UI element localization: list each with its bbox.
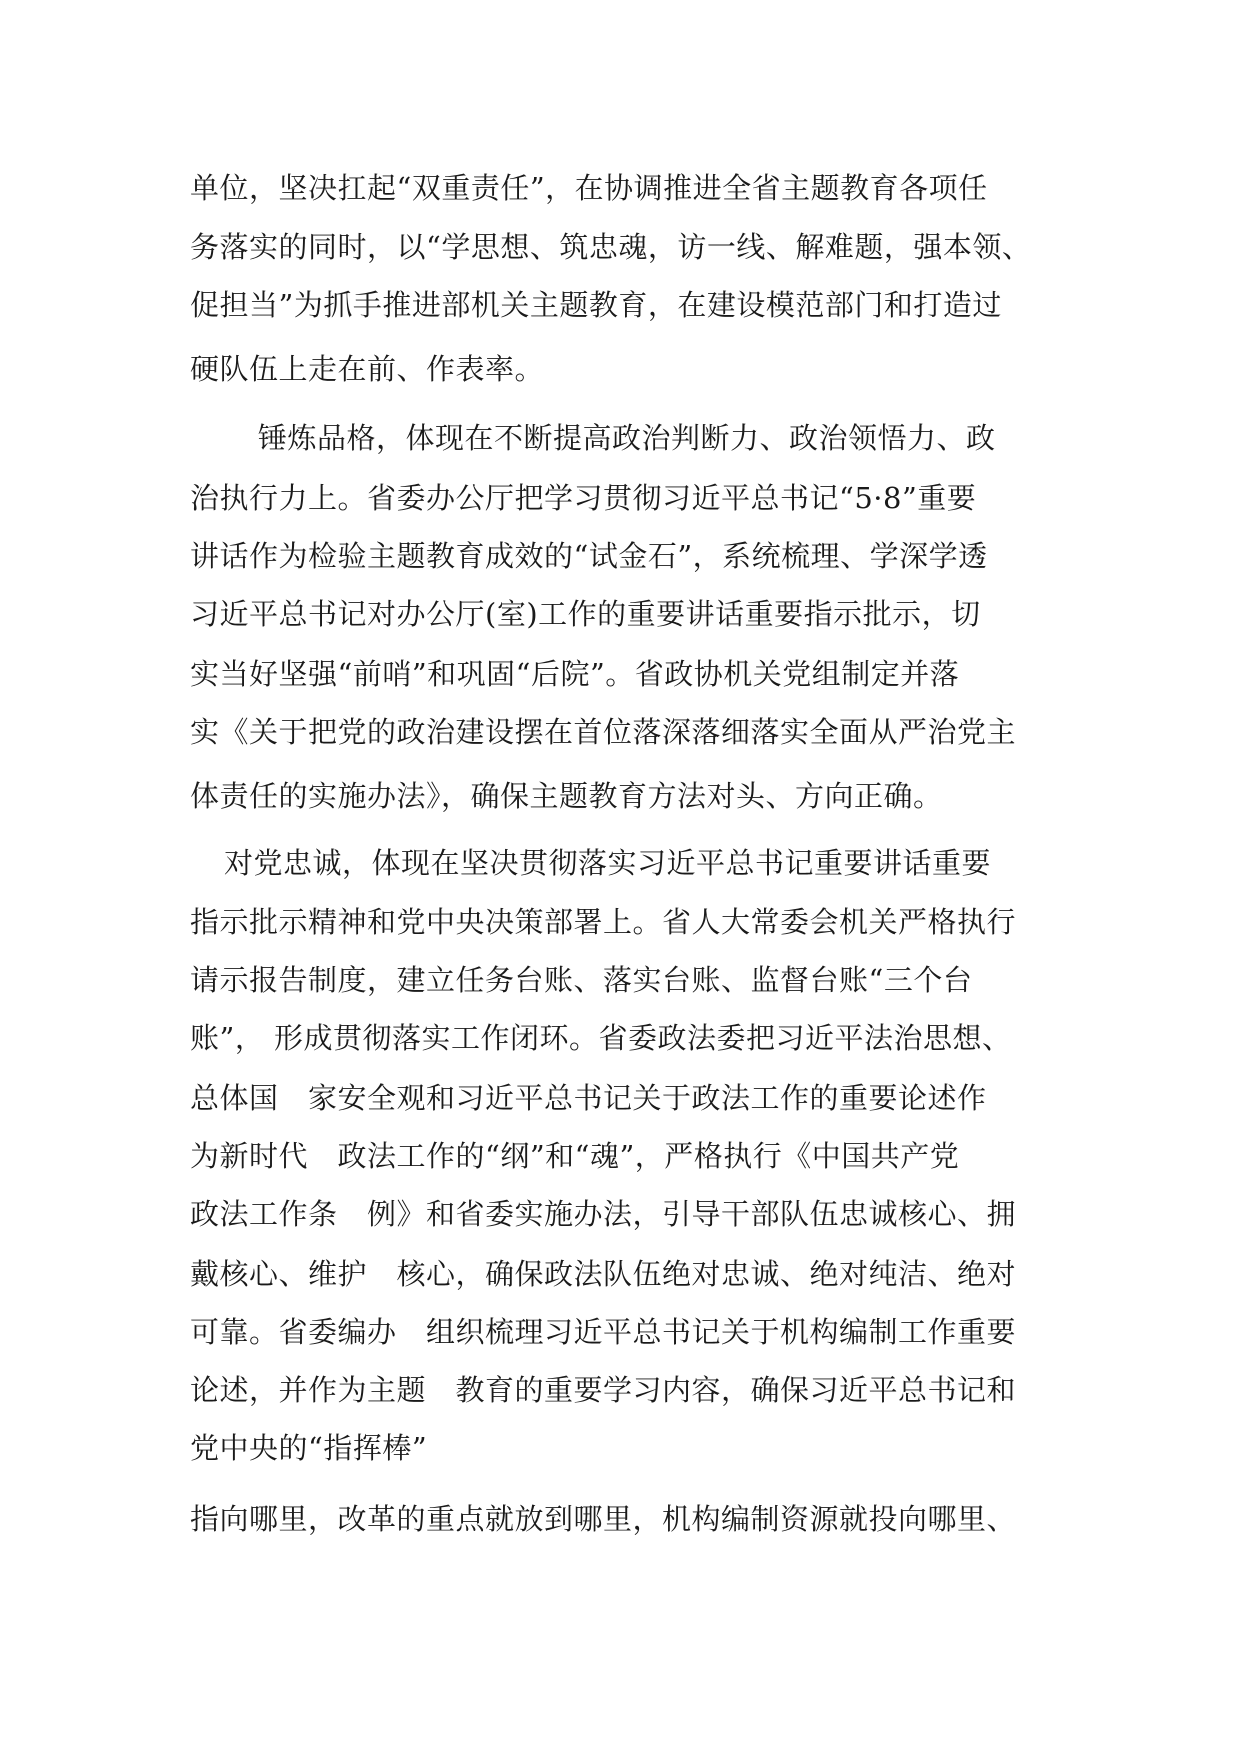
text-line: 总体国 家安全观和习近平总书记关于政法工作的重要论述作 <box>190 1081 987 1115</box>
paragraph-first-line: 锤炼品格，体现在不断提高政治判断力、政治领悟力、政 <box>258 421 996 455</box>
text-line: 指向哪里，改革的重点就放到哪里，机构编制资源就投向哪里、 <box>190 1502 1017 1536</box>
text-line: 政法工作条 例》和省委实施办法，引导干部队伍忠诚核心、拥 <box>190 1197 1017 1231</box>
text-line: 体责任的实施办法》，确保主题教育方法对头、方向正确。 <box>190 779 943 813</box>
text-line: 请示报告制度，建立任务台账、落实台账、监督台账“三个台 <box>190 963 973 997</box>
text-line: 单位，坚决扛起“双重责任”，在协调推进全省主题教育各项任 <box>190 171 988 205</box>
text-line: 为新时代 政法工作的“纲”和“魂”，严格执行《中国共产党 <box>190 1139 960 1173</box>
text-line: 实当好坚强“前哨”和巩固“后院”。省政协机关党组制定并落 <box>190 657 960 691</box>
text-line: 可靠。省委编办 组织梳理习近平总书记关于机构编制工作重要 <box>190 1315 1017 1349</box>
text-line: 戴核心、维护 核心，确保政法队伍绝对忠诚、绝对纯洁、绝对 <box>190 1257 1017 1291</box>
paragraph-first-line: 对党忠诚，体现在坚决贯彻落实习近平总书记重要讲话重要 <box>224 846 992 880</box>
text-line: 硬队伍上走在前、作表率。 <box>190 352 545 386</box>
text-line: 习近平总书记对办公厅(室)工作的重要讲话重要指示批示，切 <box>190 597 981 631</box>
text-line: 论述，并作为主题 教育的重要学习内容，确保习近平总书记和 <box>190 1373 1017 1407</box>
text-line: 指示批示精神和党中央决策部署上。省人大常委会机关严格执行 <box>190 905 1017 939</box>
text-line: 促担当”为抓手推进部机关主题教育，在建设模范部门和打造过 <box>190 288 1002 322</box>
text-line: 实《关于把党的政治建设摆在首位落深落细落实全面从严治党主 <box>190 715 1017 749</box>
text-line: 账”， 形成贯彻落实工作闭环。省委政法委把习近平法治思想、 <box>190 1021 1012 1055</box>
text-line: 治执行力上。省委办公厅把学习贯彻习近平总书记“5·8”重要 <box>190 481 977 515</box>
text-line: 务落实的同时，以“学思想、筑忠魂，访一线、解难题，强本领、 <box>190 230 1032 264</box>
text-line: 党中央的“指挥棒” <box>190 1431 428 1465</box>
text-line: 讲话作为检验主题教育成效的“试金石”，系统梳理、学深学透 <box>190 539 988 573</box>
